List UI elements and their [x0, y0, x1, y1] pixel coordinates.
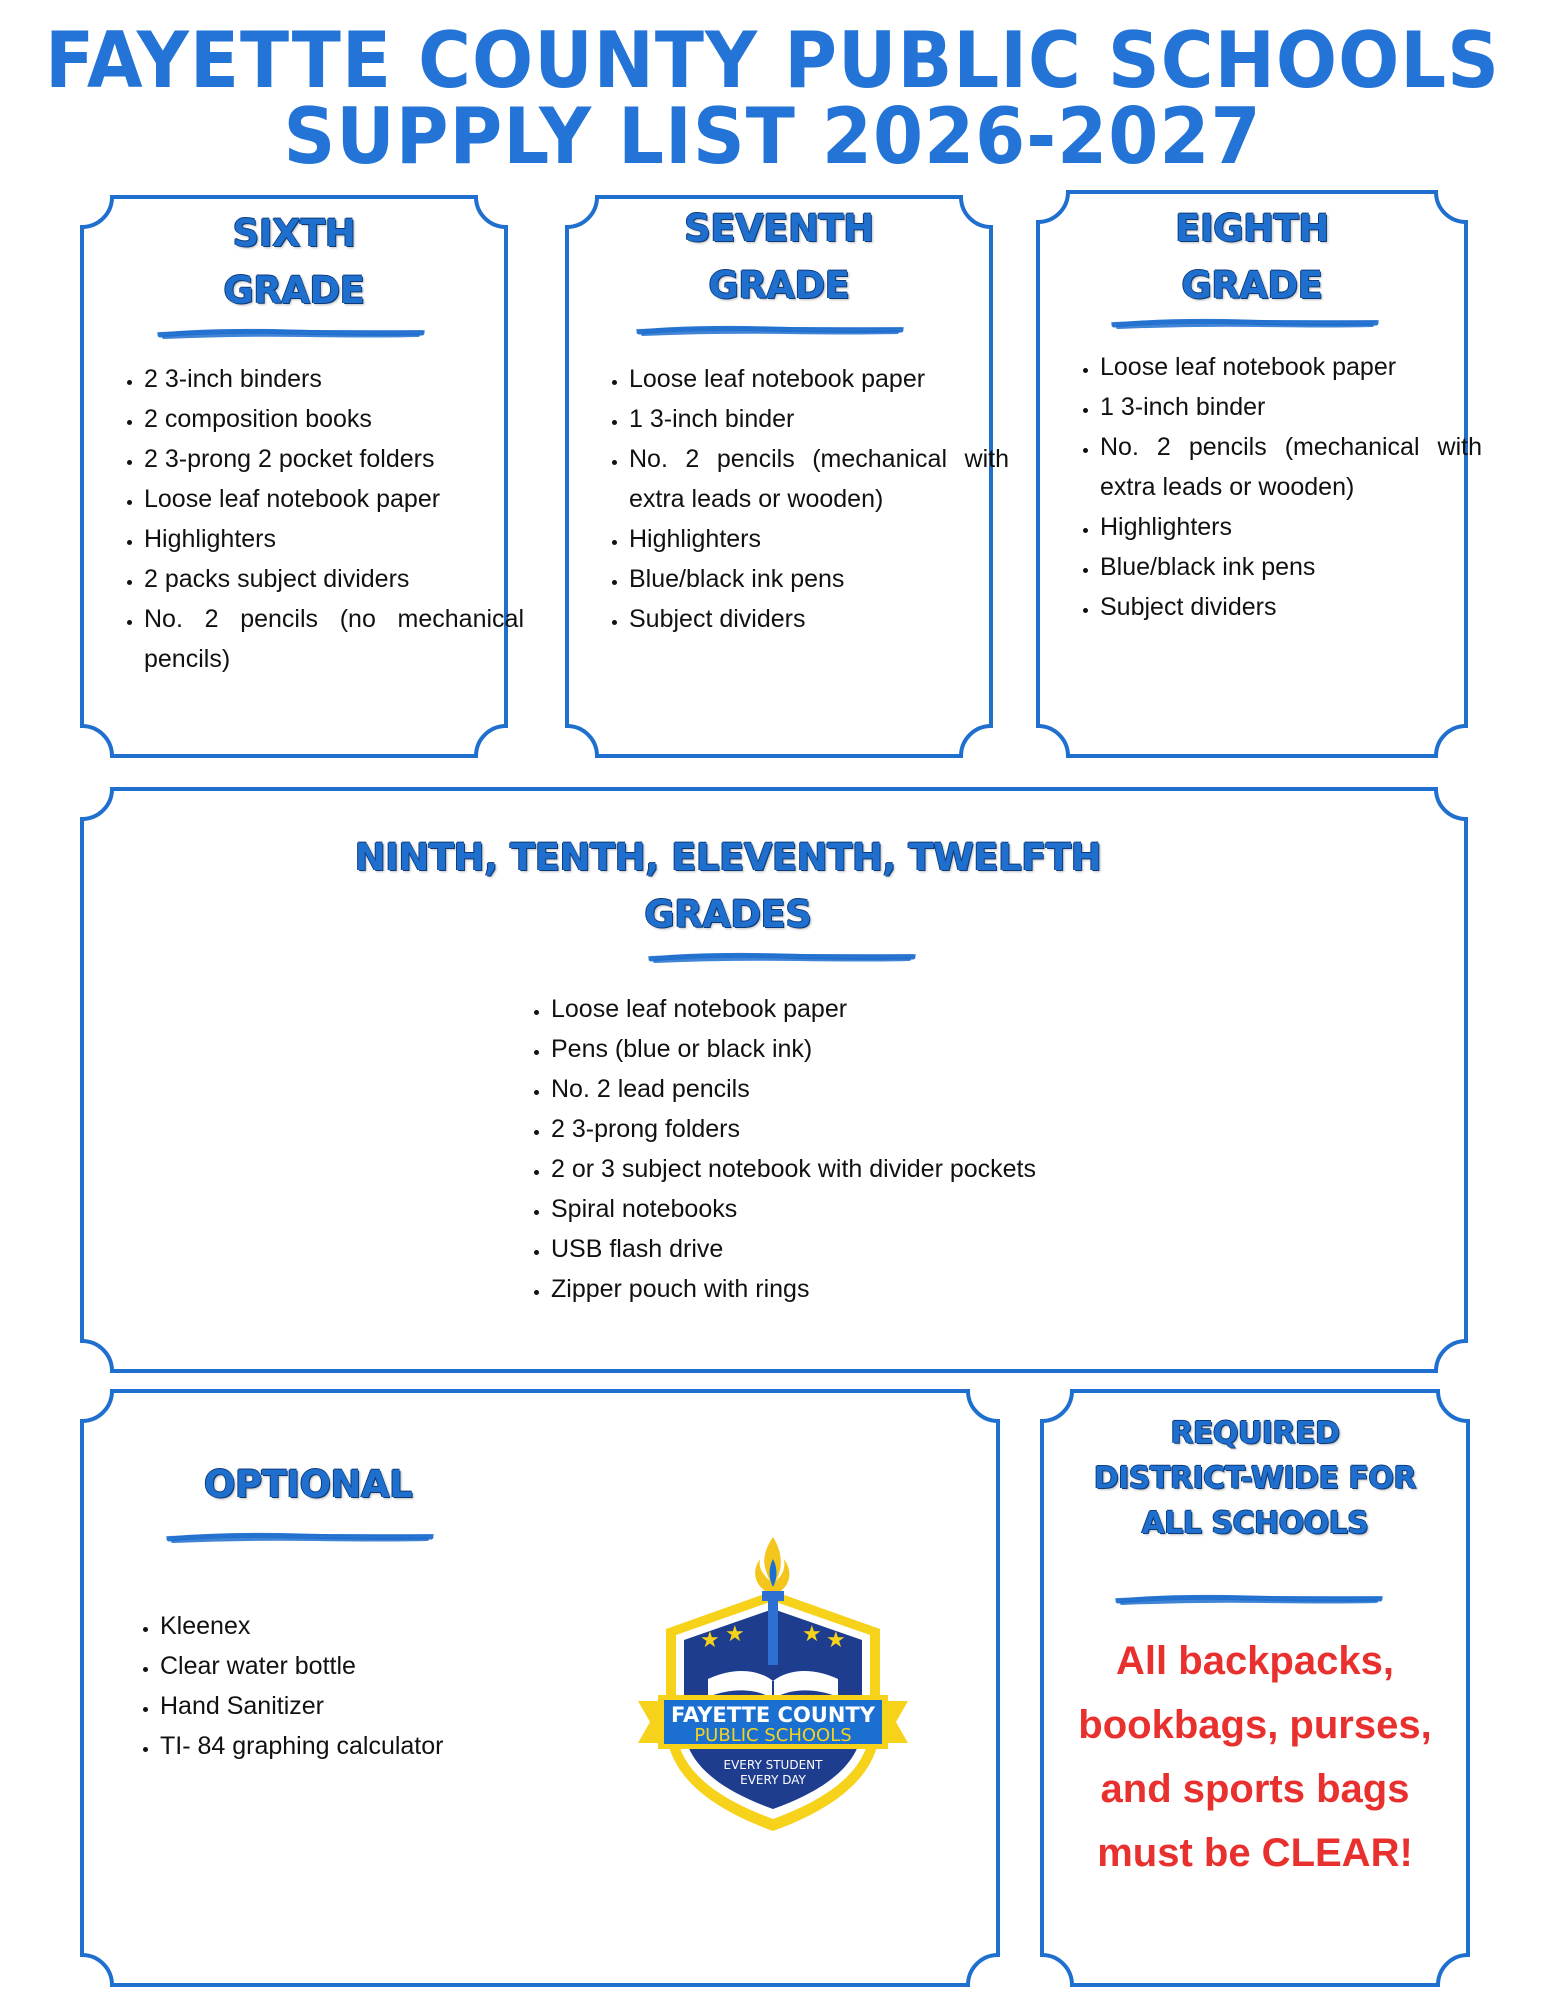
- list-item: • Highlighters: [1100, 507, 1482, 547]
- list-item: • Pens (blue or black ink): [551, 1029, 1171, 1069]
- brush-divider: [647, 949, 917, 967]
- district-logo: [618, 1529, 928, 1839]
- brush-divider: [165, 1529, 435, 1547]
- high-school-panel: [80, 787, 1468, 1373]
- list-item: • Kleenex: [160, 1606, 580, 1646]
- list-item: • No. 2 pencils (mechanical with extra leads or wooden): [629, 439, 1009, 519]
- svg-text:★: ★: [725, 1622, 745, 1647]
- list-item: • 1 3-inch binder: [1100, 387, 1482, 427]
- clear-bag-message-line2: bookbags, purses,: [1078, 1703, 1432, 1747]
- list-item: • 2 3-inch binders: [144, 359, 524, 399]
- list-item: • Loose leaf notebook paper: [144, 479, 524, 519]
- high-school-heading-line1: NINTH, TENTH, ELEVENTH, TWELFTH: [354, 836, 1102, 879]
- list-item: • No. 2 lead pencils: [551, 1069, 1171, 1109]
- clear-bag-message-line1: All backpacks,: [1116, 1639, 1394, 1683]
- page-title-line1: FAYETTE COUNTY PUBLIC SCHOOLS: [44, 14, 1501, 106]
- required-heading-line2: DISTRICT-WIDE FOR: [1093, 1461, 1417, 1496]
- high-school-list: [519, 989, 1171, 1309]
- sixth-grade-panel: [80, 195, 524, 758]
- list-item: • 1 3-inch binder: [629, 399, 1009, 439]
- list-item: • Blue/black ink pens: [1100, 547, 1482, 587]
- list-item: • Loose leaf notebook paper: [551, 989, 1171, 1029]
- optional-list: [128, 1606, 580, 1766]
- seventh-grade-panel: [565, 195, 1009, 758]
- svg-text:★: ★: [700, 1628, 720, 1653]
- list-item: • Loose leaf notebook paper: [629, 359, 1009, 399]
- seventh-grade-heading-line1: SEVENTH: [684, 207, 874, 250]
- required-panel: [1040, 1389, 1470, 1987]
- optional-panel: [80, 1389, 1000, 1987]
- eighth-grade-list: [1068, 347, 1482, 627]
- list-item: • Subject dividers: [1100, 587, 1482, 627]
- page-title-line2: SUPPLY LIST 2026-2027: [283, 90, 1262, 182]
- brush-divider: [1110, 315, 1380, 333]
- list-item: • USB flash drive: [551, 1229, 1171, 1269]
- list-item: • 2 or 3 subject notebook with divider pockets: [551, 1149, 1171, 1189]
- list-item: • Clear water bottle: [160, 1646, 580, 1686]
- brush-divider: [635, 322, 905, 340]
- clear-bag-message-line4: must be CLEAR!: [1097, 1831, 1413, 1875]
- list-item: • Spiral notebooks: [551, 1189, 1171, 1229]
- logo-motto-line2: EVERY DAY: [740, 1773, 806, 1787]
- list-item: • Blue/black ink pens: [629, 559, 1009, 599]
- brush-divider: [156, 325, 426, 343]
- logo-motto-line1: EVERY STUDENT: [723, 1758, 823, 1772]
- seventh-grade-list: [597, 359, 1009, 639]
- required-heading-line3: ALL SCHOOLS: [1141, 1506, 1369, 1541]
- list-item: • 2 3-prong folders: [551, 1109, 1171, 1149]
- required-heading-line1: REQUIRED: [1170, 1416, 1340, 1451]
- list-item: • Highlighters: [144, 519, 524, 559]
- list-item: • Loose leaf notebook paper: [1100, 347, 1482, 387]
- high-school-heading-line2: GRADES: [644, 893, 812, 936]
- list-item: • 2 packs subject dividers: [144, 559, 524, 599]
- eighth-grade-heading-line2: GRADE: [1181, 264, 1323, 307]
- list-item: • Subject dividers: [629, 599, 1009, 639]
- optional-heading: OPTIONAL: [204, 1463, 413, 1506]
- eighth-grade-panel: [1036, 190, 1482, 758]
- sixth-grade-list: [112, 359, 524, 679]
- list-item: • No. 2 pencils (mechanical with extra leads or wooden): [1100, 427, 1482, 507]
- svg-text:★: ★: [826, 1628, 846, 1653]
- list-item: • 2 3-prong 2 pocket folders: [144, 439, 524, 479]
- list-item: • Highlighters: [629, 519, 1009, 559]
- brush-divider: [1114, 1591, 1384, 1609]
- list-item: • Zipper pouch with rings: [551, 1269, 1171, 1309]
- list-item: • 2 composition books: [144, 399, 524, 439]
- list-item: • TI- 84 graphing calculator: [160, 1726, 580, 1766]
- sixth-grade-heading-line2: GRADE: [223, 269, 365, 312]
- svg-text:★: ★: [802, 1622, 822, 1647]
- eighth-grade-heading-line1: EIGHTH: [1175, 207, 1329, 250]
- clear-bag-message-line3: and sports bags: [1100, 1767, 1410, 1811]
- sixth-grade-heading-line1: SIXTH: [232, 212, 356, 255]
- logo-name-line1: FAYETTE COUNTY: [671, 1703, 875, 1727]
- logo-name-line2: PUBLIC SCHOOLS: [694, 1725, 852, 1746]
- seventh-grade-heading-line2: GRADE: [708, 264, 850, 307]
- list-item: • No. 2 pencils (no mechanical pencils): [144, 599, 524, 679]
- list-item: • Hand Sanitizer: [160, 1686, 580, 1726]
